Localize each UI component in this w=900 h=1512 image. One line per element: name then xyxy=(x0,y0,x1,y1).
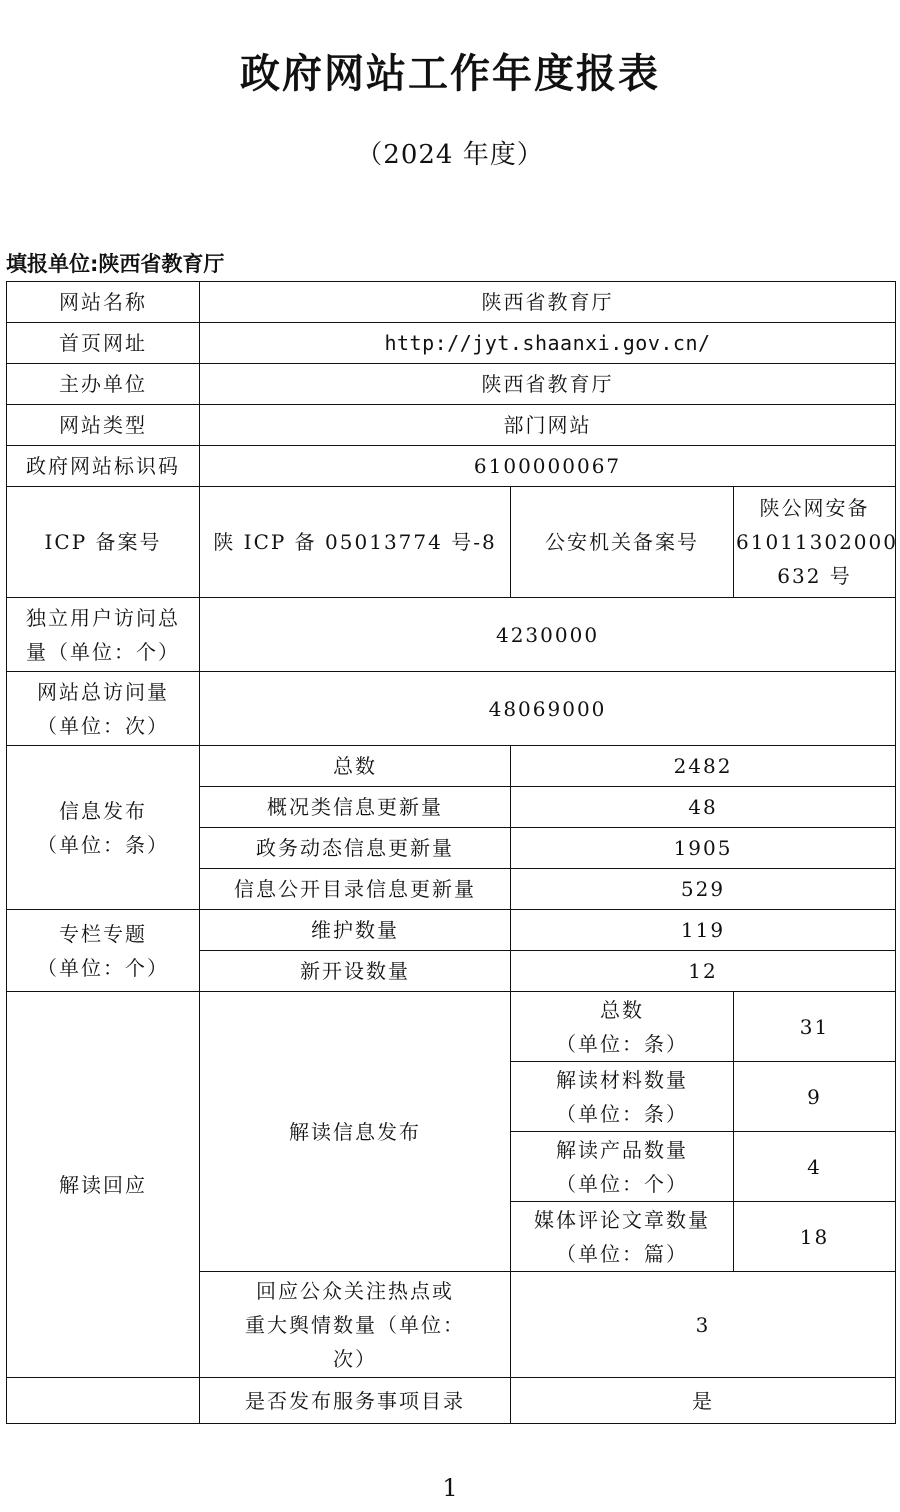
report-table xyxy=(6,281,896,1424)
response-label xyxy=(200,1272,511,1378)
psb-label: 公安机关备案号 xyxy=(511,487,734,598)
interp-media-label-line-1: 媒体评论文章数量 xyxy=(534,1207,710,1232)
interp-products-label xyxy=(511,1132,734,1202)
interp-media-label xyxy=(511,1202,734,1272)
site-code-label: 政府网站标识码 xyxy=(7,446,200,487)
interp-products-label-line-2: （单位：个） xyxy=(556,1171,688,1196)
interp-total-label-line-2: （单位：条） xyxy=(556,1031,688,1056)
sponsor-label: 主办单位 xyxy=(7,364,200,405)
interp-products-value: 4 xyxy=(734,1132,896,1202)
info-catalog-label: 信息公开目录信息更新量 xyxy=(200,869,511,910)
report-year: （2024 年度） xyxy=(356,140,544,170)
columns-label xyxy=(7,910,200,992)
homepage-label: 首页网址 xyxy=(7,323,200,364)
response-label-line-3: 次） xyxy=(333,1346,377,1371)
empty-cell xyxy=(7,1378,200,1424)
site-code-value: 6100000067 xyxy=(200,446,896,487)
service-catalog-label: 是否发布服务事项目录 xyxy=(200,1378,511,1424)
total-visits-label-line-1: 网站总访问量 xyxy=(37,679,169,704)
info-catalog-value: 529 xyxy=(511,869,896,910)
table-row xyxy=(7,910,896,951)
table-row xyxy=(7,992,896,1062)
site-type-label: 网站类型 xyxy=(7,405,200,446)
table-row xyxy=(7,282,896,323)
response-label-line-1: 回应公众关注热点或 xyxy=(256,1278,454,1303)
interpretation-label: 解读回应 xyxy=(7,992,200,1378)
interp-materials-label-line-2: （单位：条） xyxy=(556,1101,688,1126)
service-catalog-value: 是 xyxy=(511,1378,896,1424)
interp-materials-label-line-1: 解读材料数量 xyxy=(556,1067,688,1092)
icp-label: ICP 备案号 xyxy=(7,487,200,598)
icp-value: 陕 ICP 备 05013774 号-8 xyxy=(200,487,511,598)
table-row xyxy=(7,672,896,746)
interp-materials-label xyxy=(511,1062,734,1132)
interp-media-label-line-2: （单位：篇） xyxy=(556,1241,688,1266)
info-overview-value: 48 xyxy=(511,787,896,828)
psb-value xyxy=(734,487,896,598)
columns-label-line-2: （单位：个） xyxy=(37,955,169,980)
psb-value-line-3: 632 号 xyxy=(777,564,852,588)
psb-value-line-1: 陕公网安备 xyxy=(759,496,870,520)
site-name-label: 网站名称 xyxy=(7,282,200,323)
site-type-value: 部门网站 xyxy=(200,405,896,446)
info-overview-label: 概况类信息更新量 xyxy=(200,787,511,828)
info-publish-label-line-2: （单位：条） xyxy=(37,832,169,857)
columns-new-value: 12 xyxy=(511,951,896,992)
interp-total-value: 31 xyxy=(734,992,896,1062)
filling-unit: 填报单位:陕西省教育厅 xyxy=(6,252,225,276)
interp-media-value: 18 xyxy=(734,1202,896,1272)
info-publish-label-line-1: 信息发布 xyxy=(59,798,147,823)
interpretation-publish-label: 解读信息发布 xyxy=(200,992,511,1272)
interp-total-label xyxy=(511,992,734,1062)
info-publish-label xyxy=(7,746,200,910)
total-visits-value: 48069000 xyxy=(200,672,896,746)
unique-visitors-value: 4230000 xyxy=(200,598,896,672)
table-row xyxy=(7,746,896,787)
info-news-label: 政务动态信息更新量 xyxy=(200,828,511,869)
unique-visitors-label-line-1: 独立用户访问总 xyxy=(26,605,180,630)
table-row xyxy=(7,1378,896,1424)
table-row xyxy=(7,446,896,487)
columns-maintained-label: 维护数量 xyxy=(200,910,511,951)
columns-new-label: 新开设数量 xyxy=(200,951,511,992)
table-row xyxy=(7,323,896,364)
interp-products-label-line-1: 解读产品数量 xyxy=(556,1137,688,1162)
table-row xyxy=(7,487,896,598)
total-visits-label xyxy=(7,672,200,746)
table-row xyxy=(7,598,896,672)
unique-visitors-label xyxy=(7,598,200,672)
response-label-line-2: 重大舆情数量（单位： xyxy=(245,1312,465,1337)
psb-value-line-2: 61011302000 xyxy=(736,530,898,554)
total-visits-label-line-2: （单位：次） xyxy=(37,713,169,738)
site-name-value: 陕西省教育厅 xyxy=(200,282,896,323)
interp-total-label-line-1: 总数 xyxy=(600,997,644,1022)
homepage-value: http://jyt.shaanxi.gov.cn/ xyxy=(200,323,896,364)
info-total-label: 总数 xyxy=(200,746,511,787)
columns-label-line-1: 专栏专题 xyxy=(59,921,147,946)
columns-maintained-value: 119 xyxy=(511,910,896,951)
info-total-value: 2482 xyxy=(511,746,896,787)
table-row xyxy=(7,405,896,446)
response-value: 3 xyxy=(511,1272,896,1378)
report-title: 政府网站工作年度报表 xyxy=(240,51,660,97)
page-number: 1 xyxy=(442,1474,458,1502)
info-news-value: 1905 xyxy=(511,828,896,869)
unique-visitors-label-line-2: 量（单位：个） xyxy=(26,639,180,664)
sponsor-value: 陕西省教育厅 xyxy=(200,364,896,405)
table-row xyxy=(7,364,896,405)
interp-materials-value: 9 xyxy=(734,1062,896,1132)
